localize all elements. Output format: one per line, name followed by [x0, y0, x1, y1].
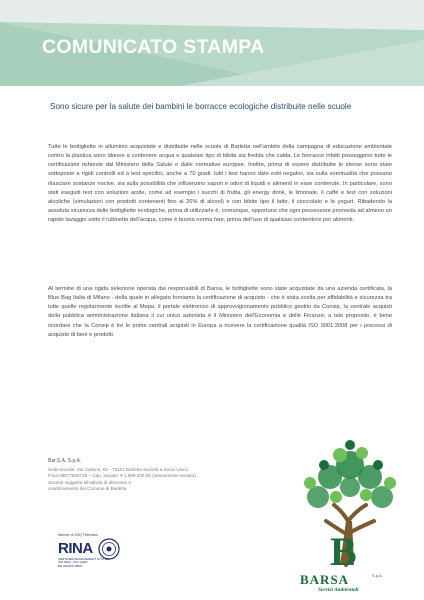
- page-title: COMUNICATO STAMPA: [42, 36, 265, 58]
- barsa-logo-tagline: Servizi Ambientali: [318, 587, 359, 593]
- company-address: Sede sociale: Via Callano, 61 - 76121 Barletta Società a Socio Unico: [48, 466, 189, 472]
- barsa-tree-logo: [290, 425, 410, 595]
- svg-text:B: B: [330, 529, 357, 574]
- barsa-logo-suffix: S.p.A.: [372, 573, 383, 578]
- press-release-subtitle: Sono sicure per la salute dei bambini le borracce ecologiche distribuite nelle scuole: [50, 102, 352, 111]
- rina-logo: RINA: [58, 540, 93, 557]
- body-paragraph-1: Tutte le bottigliette in alluminio acquistate e distribuite nelle scuole di Barletta nell’ambito della campagna di educazione ambientale contro la plastica sono idonee a contenere acqua e qualsiasi tipo di bibita sia fredda che calda. Le borracce infatti posseggono tutte le certificazioni richieste dal Ministero della Salute e dalle normative europee. Inoltre, prima di essere distribuite le stesse sono state sottoposte a rigidi controlli ed a test specifici, anche a 70 gradi: tutti i test hanno dato esiti negativi, sia sulla eventualità che possano rilasciare sostanze nocive, sia sulla possibilità che influenzino sapori e odori di liquidi e alimenti in esse contenute. In particolare, sono stati eseguiti test con soluzioni acide, come ad esempio i succhi di frutta, gli energy drink, le limonate, il caffè e test con soluzioni alcoliche (simulazioni con prodotti contenenti fino al 20% di alcool) e con bibite tipo il latte, il cioccolato e lo yogurt. Ribadendo la assoluta sicurezza delle bottigliette ecologiche, prima di utilizzarle è, comunque, opportuno che ogni possessore provveda ad almeno un rapido lavaggio sotto il rubinetto dell’acqua, come è buona norma fare, prima dell’uso di qualsiasi contenitore per alimenti.: [48, 144, 392, 224]
- body-paragraph-2: Al termine di una rigida selezione operata dai responsabili di Barsa, le bottigliette sono state acquistate da una azienda certificata, la Blue Bag Italia di Milano - della quale in allegato forniamo la certificazione di acquisto - che è stata scelta per affidabilità e sicurezza tra tutte quelle regolarmente iscritte al Mepa, il portale elettronico di approvvigionamento pubblico gestito da Consip, la centrale acquisti della pubblica amministrazione italiana il cui unico azionista è il Ministero dell’Economia e delle Finanze; a tale proposito, è bene ricordare che la Consip è tre le prime centrali acquisti in Europa a ricevere la certificazione qualità ISO 9001:2008 per i processi di acquisto di beni e prodotti.: [48, 286, 392, 338]
- cert-iso-line: BS OHSAS 18001: [58, 563, 83, 568]
- company-control-line: Società soggetta all’attività di direzione e: [48, 479, 131, 485]
- barsa-logo-name: BARSA: [300, 572, 350, 587]
- cert-iso-lines: [58, 561, 88, 568]
- company-info: [48, 458, 248, 493]
- cert-member-line: Member of CISQ Federation: [58, 533, 99, 537]
- rina-certification-badge: [58, 533, 130, 573]
- company-control-line-2: coordinamento del Comune di Barletta: [48, 486, 127, 492]
- company-name: Bar.S.A. S.p.A.: [48, 458, 82, 464]
- cert-iso-line: ISO 9001 • ISO 14001: [58, 560, 88, 564]
- cert-system-line: CERTIFIED MANAGEMENT SYSTEM: [58, 557, 110, 561]
- company-tax-info: P.Iva 05577800725 – Cap. sociale: € 1.969.200,00 (interamente versato): [48, 473, 196, 479]
